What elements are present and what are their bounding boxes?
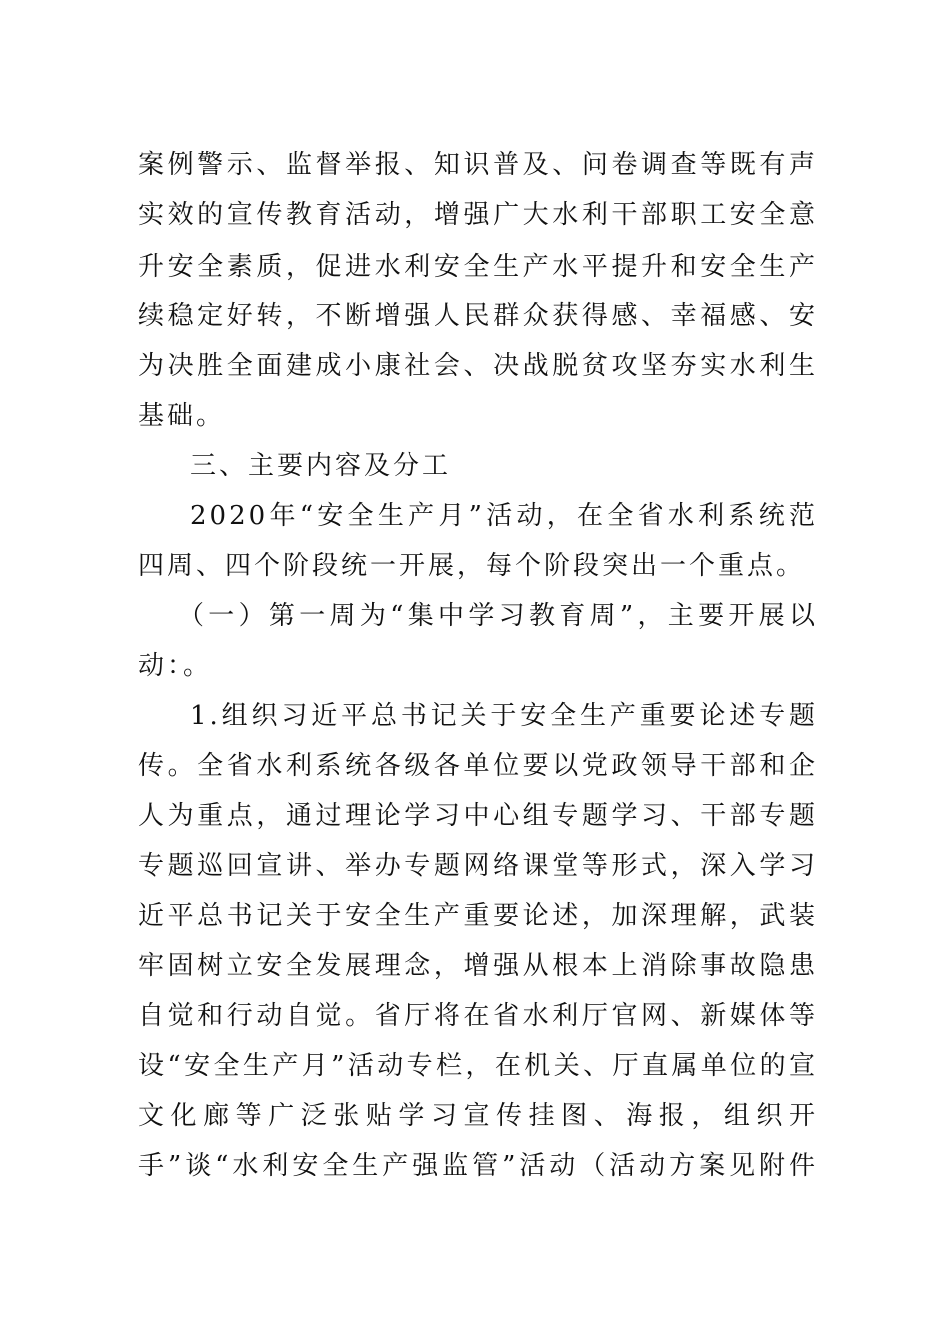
text-line: 1.组织习近平总书记关于安全生产重要论述专题 (190, 701, 818, 731)
text-line: 自觉和行动自觉。省厅将在省水利厅官网、新媒体等 (138, 1001, 818, 1031)
text-line: 案例警示、监督举报、知识普及、问卷调查等既有声 (138, 150, 818, 180)
text-line: 近平总书记关于安全生产重要论述，加深理解，武装 (138, 901, 818, 931)
text-line: 动：。 (138, 651, 213, 681)
text-line: 传。全省水利系统各级各单位要以党政领导干部和企 (138, 751, 818, 781)
text-line: 人为重点，通过理论学习中心组专题学习、干部专题 (138, 801, 818, 831)
text-line: 文化廊等广泛张贴学习宣传挂图、海报，组织开 (138, 1101, 818, 1131)
text-line: 设“安全生产月”活动专栏，在机关、厅直属单位的宣 (138, 1051, 818, 1081)
text-line: 基础。 (138, 401, 226, 431)
text-line: 手”谈“水利安全生产强监管”活动（活动方案见附件 (138, 1151, 818, 1181)
text-line: 续稳定好转，不断增强人民群众获得感、幸福感、安 (138, 301, 818, 331)
text-line: 专题巡回宣讲、举办专题网络课堂等形式，深入学习 (138, 851, 818, 881)
text-line: 为决胜全面建成小康社会、决战脱贫攻坚夯实水利生 (138, 351, 818, 381)
text-line: 2020年“安全生产月”活动，在全省水利系统范 (190, 501, 818, 531)
section-heading: 三、主要内容及分工 (190, 451, 452, 481)
text-line: 实效的宣传教育活动，增强广大水利干部职工安全意 (138, 200, 818, 230)
subsection-heading: （一）第一周为“集中学习教育周”，主要开展以 (178, 601, 818, 631)
text-line: 升安全素质，促进水利安全生产水平提升和安全生产 (138, 252, 818, 282)
text-line: 四周、四个阶段统一开展，每个阶段突出一个重点。 (138, 551, 806, 581)
text-line: 牢固树立安全发展理念，增强从根本上消除事故隐患 (138, 951, 818, 981)
